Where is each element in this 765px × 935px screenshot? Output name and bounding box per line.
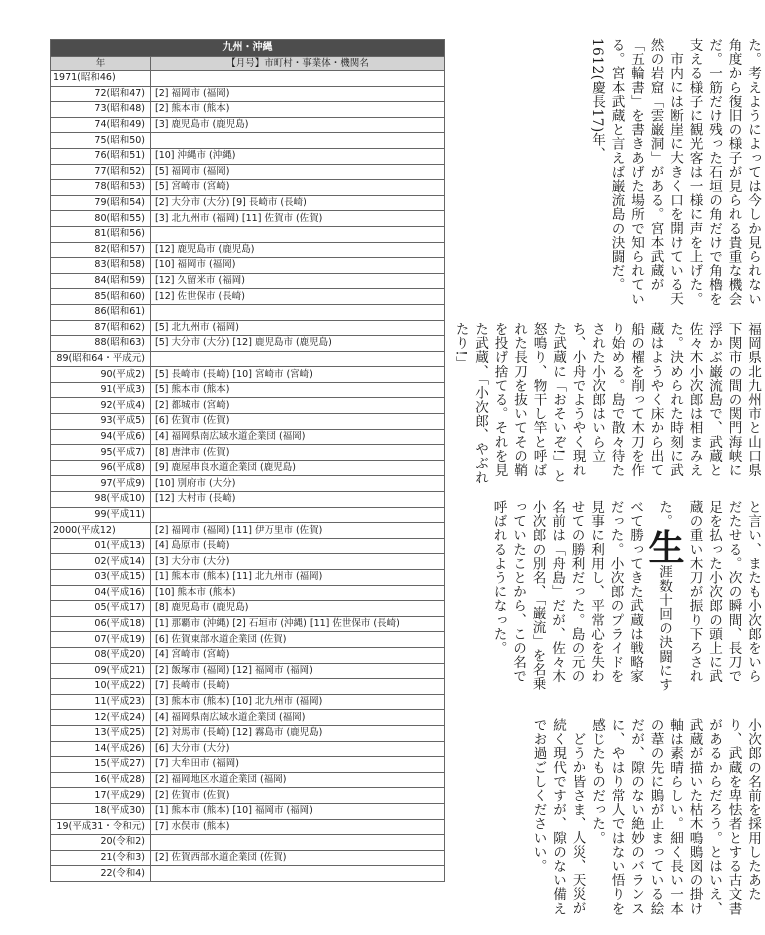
year-cell: 12(平成24) [51,710,151,726]
event-cell: [12] 鹿児島市 (鹿児島) [151,242,445,258]
year-cell: 2000(平成12) [51,523,151,539]
table-row [51,211,445,227]
year-cell: 78(昭和53) [51,180,151,196]
event-cell: [10] 福岡市 (福岡) [151,258,445,274]
event-cell: [3] 鹿児島市 (鹿児島) [151,117,445,133]
table-row [51,788,445,804]
year-cell: 18(平成30) [51,803,151,819]
paragraph-5: 涯数十回の決闘にすべて勝ってきた武蔵は戦略家だった。小次郎のプライドを見事に利用し、平常心を失わせての勝利だった。島の元の名前は「舟島」だが、佐々木小次郎の別名、「巌流」を名乗っていたことから、この名で呼ばれるようになった。 [490,500,672,692]
year-cell: 74(昭和49) [51,117,151,133]
year-cell: 75(昭和50) [51,133,151,149]
table-row [51,382,445,398]
event-cell: [2] 飯塚市 (福岡) [12] 福岡市 (福岡) [151,663,445,679]
year-cell: 01(平成13) [51,538,151,554]
event-cell: [6] 大分市 (大分) [151,741,445,757]
year-cell: 85(昭和60) [51,289,151,305]
year-cell: 86(昭和61) [51,304,151,320]
table-row [51,601,445,617]
event-cell: [1] 熊本市 (熊本) [11] 北九州市 (福岡) [151,570,445,586]
paragraph-7: どうか皆さま、人災、天災が続く現代ですが、隙のない備えでお過ごしくださいい。 [530,718,586,916]
table-row [51,663,445,679]
year-cell: 83(昭和58) [51,258,151,274]
table-row [51,570,445,586]
drop-cap: 生 [643,528,685,565]
table-row [51,679,445,695]
event-cell: [8] 鹿児島市 (鹿児島) [151,601,445,617]
table-title: 九州・沖縄 [51,40,445,57]
event-cell: [2] 福岡市 (福岡) [11] 伊万里市 (佐賀) [151,523,445,539]
event-cell: [4] 福岡県南広域水道企業団 (福岡) [151,710,445,726]
year-cell: 82(昭和57) [51,242,151,258]
paragraph-3: 福岡県北九州市と山口県下関市の間の関門海峡に浮かぶ巌流島で、武蔵と佐々木小次郎は相まみえた。決められた時刻に武蔵はようやく床から出て船の櫂を削って木刀を作り始める。島で散々待たされた小次郎はいら立ち、小舟でようやく現れた武蔵に「おそいぞ!」と怒鳴り、物干し竿と呼ばれた長刀を抜いてその鞘を投げ捨てる。それを見た武蔵、「小次郎、やぶれたり!」 [452,322,761,485]
year-cell: 09(平成21) [51,663,151,679]
table-row [51,616,445,632]
event-cell: [10] 別府市 (大分) [151,476,445,492]
table-row [51,86,445,102]
event-cell: [3] 熊本市 (熊本) [10] 北九州市 (福岡) [151,694,445,710]
event-cell: [6] 佐賀東部水道企業団 (佐賀) [151,632,445,648]
year-cell: 15(平成27) [51,757,151,773]
year-cell: 05(平成17) [51,601,151,617]
table-row [51,803,445,819]
text-block-upper-right [452,38,762,308]
year-cell: 08(平成20) [51,647,151,663]
year-cell: 95(平成7) [51,445,151,461]
year-cell: 81(昭和56) [51,226,151,242]
year-cell: 04(平成16) [51,585,151,601]
event-cell: [2] 対馬市 (長崎) [12] 霧島市 (鹿児島) [151,725,445,741]
table-row [51,476,445,492]
year-cell: 07(平成19) [51,632,151,648]
paragraph-6: 小次郎の名前を採用したあたり、武蔵を卑怯者とする古文書があるからだろう。とはいえ、武蔵が描いた枯木鳴鵙図の掛け軸は素晴らしい。細く長い一本の葦の先に鵙が止まっている絵だが、隙のない絶妙のバランスに、やはり常人ではない悟りを感じたものだった。 [589,718,761,916]
year-cell: 72(昭和47) [51,86,151,102]
year-cell: 02(平成14) [51,554,151,570]
event-cell [151,835,445,851]
table-row [51,429,445,445]
year-cell: 77(昭和52) [51,164,151,180]
event-cell: [8] 唐津市 (佐賀) [151,445,445,461]
table-row [51,757,445,773]
year-cell: 97(平成9) [51,476,151,492]
table-row [51,289,445,305]
event-cell: [9] 鹿屋串良水道企業団 (鹿児島) [151,460,445,476]
year-cell: 16(平成28) [51,772,151,788]
paragraph-1: た。考えようによっては今しか見られない角度から復旧の様子が見られる貴重な機会だ。一筋だけ残った石垣の角だけで角櫓を支える様子に観光客は一様に声を上げた。 [686,38,761,306]
event-cell [151,304,445,320]
year-cell: 19(平成31・令和元) [51,819,151,835]
event-cell: [1] 那覇市 (沖縄) [2] 石垣市 (沖縄) [11] 佐世保市 (長崎) [151,616,445,632]
table-row [51,445,445,461]
event-cell: [5] 宮崎市 (宮崎) [151,180,445,196]
table-row [51,694,445,710]
event-cell: [1] 熊本市 (熊本) [10] 福岡市 (福岡) [151,803,445,819]
year-cell: 93(平成5) [51,414,151,430]
year-cell: 92(平成4) [51,398,151,414]
table-row [51,367,445,383]
year-cell: 98(平成10) [51,492,151,508]
event-cell [151,226,445,242]
table-row [51,554,445,570]
table-row [51,819,445,835]
event-cell: [5] 熊本市 (熊本) [151,382,445,398]
event-cell: [4] 福岡県南広域水道企業団 (福岡) [151,429,445,445]
column-header-event: 【月号】市町村・事業体・機関名 [151,57,445,71]
event-cell [151,133,445,149]
event-cell: [5] 大分市 (大分) [12] 鹿児島市 (鹿児島) [151,336,445,352]
table-row [51,133,445,149]
table-row [51,117,445,133]
event-cell: [2] 福岡市 (福岡) [151,86,445,102]
table-row [51,866,445,882]
table-row [51,850,445,866]
year-cell: 96(平成8) [51,460,151,476]
table-row [51,195,445,211]
table-row [51,492,445,508]
event-cell: [5] 長崎市 (長崎) [10] 宮崎市 (宮崎) [151,367,445,383]
year-cell: 84(昭和59) [51,273,151,289]
paragraph-4: と言い、またも小次郎をいらだたせる。次の瞬間、長刀で足を払った小次郎の頭上に武蔵の重い木刀が振り下ろされた。生涯数十回の決闘にすべて勝ってきた武蔵は戦略家だった。小次郎のプライドを見事に利用し、平常心を失わせての勝利だった。島の元の名前は「舟島」だが、佐々木小次郎の別名、「巌流」を名乗っていたことから、この名で呼ばれるようになった。 [490,500,761,692]
table-row [51,585,445,601]
paragraph-2: 市内には断崖に大きく口を開けている天然の岩窟「雲巌洞」がある。宮本武蔵が「五輪書」を書きあげた場所で知られている。宮本武蔵と言えば巌流島の決闘だ。1612(慶長17)年、 [589,38,683,306]
year-cell: 13(平成25) [51,725,151,741]
event-cell: [5] 北九州市 (福岡) [151,320,445,336]
table-row [51,226,445,242]
year-cell: 20(令和2) [51,835,151,851]
table-row [51,741,445,757]
event-cell: [3] 大分市 (大分) [151,554,445,570]
event-cell: [6] 佐賀市 (佐賀) [151,414,445,430]
year-cell: 73(昭和48) [51,102,151,118]
year-cell: 11(平成23) [51,694,151,710]
text-block-bottom [452,718,762,928]
event-cell: [12] 久留米市 (福岡) [151,273,445,289]
table-row [51,538,445,554]
year-cell: 88(昭和63) [51,336,151,352]
text-block-lower-middle [452,500,762,695]
column-header-year: 年 [51,57,151,71]
year-cell: 03(平成15) [51,570,151,586]
table-row [51,273,445,289]
year-cell: 91(平成3) [51,382,151,398]
table-row [51,772,445,788]
table-row [51,320,445,336]
event-cell: [2] 都城市 (宮崎) [151,398,445,414]
table-row [51,102,445,118]
table-row [51,835,445,851]
table-row [51,258,445,274]
event-cell: [7] 水俣市 (熊本) [151,819,445,835]
table-row [51,710,445,726]
event-cell: [10] 熊本市 (熊本) [151,585,445,601]
table-row [51,180,445,196]
table-row [51,725,445,741]
table-row [51,242,445,258]
event-cell: [2] 佐賀西部水道企業団 (佐賀) [151,850,445,866]
event-cell: [2] 佐賀市 (佐賀) [151,788,445,804]
table-body [51,71,445,882]
table-row [51,414,445,430]
table-row [51,398,445,414]
year-cell: 17(平成29) [51,788,151,804]
table-row [51,148,445,164]
year-cell: 14(平成26) [51,741,151,757]
year-cell: 89(昭和64・平成元) [51,351,151,367]
table-row [51,336,445,352]
event-cell: [5] 福岡市 (福岡) [151,164,445,180]
table-row [51,71,445,87]
year-cell: 90(平成2) [51,367,151,383]
event-cell: [2] 熊本市 (熊本) [151,102,445,118]
event-cell: [10] 沖縄市 (沖縄) [151,148,445,164]
year-cell: 87(昭和62) [51,320,151,336]
table-row [51,523,445,539]
event-cell: [2] 福岡地区水道企業団 (福岡) [151,772,445,788]
event-cell: [12] 大村市 (長崎) [151,492,445,508]
year-cell: 21(令和3) [51,850,151,866]
year-cell: 80(昭和55) [51,211,151,227]
event-cell [151,351,445,367]
event-cell: [3] 北九州市 (福岡) [11] 佐賀市 (佐賀) [151,211,445,227]
table-row [51,647,445,663]
event-cell: [2] 大分市 (大分) [9] 長崎市 (長崎) [151,195,445,211]
year-cell: 94(平成6) [51,429,151,445]
year-cell: 99(平成11) [51,507,151,523]
event-cell [151,71,445,87]
table-row [51,164,445,180]
event-cell: [7] 大牟田市 (福岡) [151,757,445,773]
year-cell: 06(平成18) [51,616,151,632]
table-row [51,351,445,367]
year-cell: 10(平成22) [51,679,151,695]
year-cell: 79(昭和54) [51,195,151,211]
year-cell: 22(令和4) [51,866,151,882]
event-cell: [4] 宮崎市 (宮崎) [151,647,445,663]
table-row [51,632,445,648]
event-cell: [4] 島原市 (長崎) [151,538,445,554]
year-cell: 1971(昭和46) [51,71,151,87]
table-row [51,304,445,320]
history-table [50,39,445,882]
event-cell: [12] 佐世保市 (長崎) [151,289,445,305]
event-cell [151,866,445,882]
text-block-upper-middle [452,322,762,488]
year-cell: 76(昭和51) [51,148,151,164]
table-row [51,460,445,476]
event-cell: [7] 長崎市 (長崎) [151,679,445,695]
event-cell [151,507,445,523]
table-row [51,507,445,523]
